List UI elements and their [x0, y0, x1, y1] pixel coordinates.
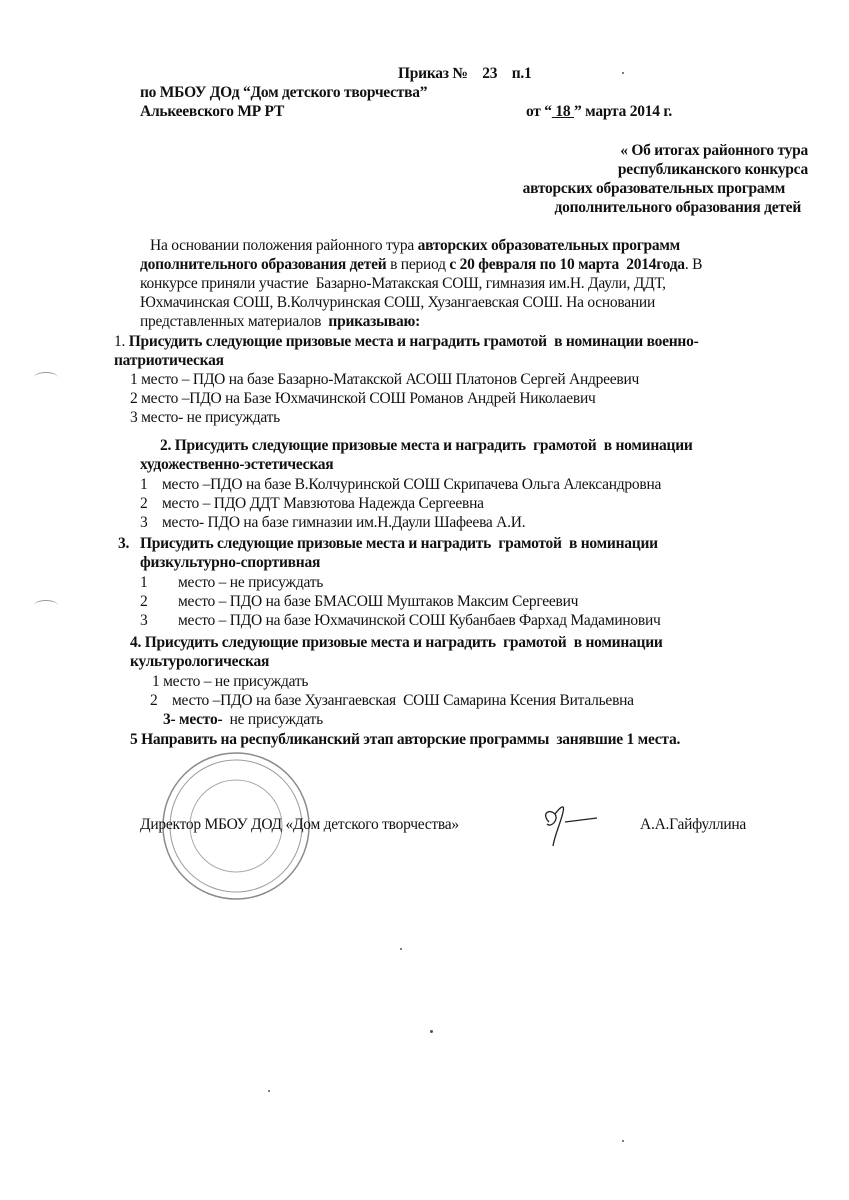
award-item: 2 место – ПДО ДДТ Мавзютова Надежда Сергеевна: [140, 495, 484, 512]
order-date: от “ 18 ” марта 2014 г.: [526, 103, 673, 120]
scan-speck: [430, 1030, 433, 1033]
award-item: 1 место – ПДО на базе Базарно-Матакской АСОШ Платонов Сергей Андреевич: [130, 371, 640, 388]
subject-line: « Об итогах районного тура: [620, 142, 808, 159]
award-item: место – ПДО на базе Юхмачинской СОШ Кубанбаев Фархад Мадаминович: [178, 612, 661, 629]
award-item: 1 место –ПДО на базе В.Колчуринской СОШ Скрипачева Ольга Александровна: [140, 476, 662, 493]
section-2-title: 2. Присудить следующие призовые места и наградить грамотой в номинации: [160, 437, 693, 454]
section-3-nomination: физкультурно-спортивная: [140, 554, 321, 571]
preamble-line: дополнительного образования детей в период с 20 февраля по 10 марта 2014года. В: [140, 256, 703, 273]
preamble-line: Юхмачинская СОШ, В.Колчуринская СОШ, Хузангаевская СОШ. На основании: [140, 294, 656, 311]
subject-line: авторских образовательных программ: [522, 180, 785, 197]
section-3-number: 3.: [118, 535, 130, 552]
subject-line: дополнительного образования детей: [554, 199, 801, 216]
award-item: 3- место- не присуждать: [163, 711, 323, 728]
award-item: 2 место –ПДО на Базе Юхмачинской СОШ Романов Андрей Николаевич: [130, 390, 596, 407]
subject-line: республиканского конкурса: [617, 161, 808, 178]
handwritten-signature: [535, 800, 605, 850]
preamble-line: конкурсе приняли участие Базарно-Матакская СОШ, гимназия им.Н. Даули, ДДТ,: [140, 275, 666, 292]
section-1-title: 1. Присудить следующие призовые места и наградить грамотой в номинации военно-: [114, 333, 699, 350]
scan-speck: [622, 1140, 624, 1142]
scan-speck: [268, 1090, 270, 1092]
award-item: 3 место- ПДО на базе гимназии им.Н.Даули Шафеева А.И.: [140, 514, 526, 531]
signature-position: Директор МБОУ ДОД «Дом детского творчества»: [140, 816, 459, 833]
preamble-line: На основании положения районного тура авторских образовательных программ: [150, 237, 680, 254]
signatory-name: А.А.Гайфуллина: [640, 816, 747, 833]
scan-speck: [400, 948, 402, 950]
section-1-nomination: патриотическая: [114, 352, 224, 369]
section-4-nomination: культурологическая: [130, 653, 270, 670]
award-number: 1: [140, 574, 148, 591]
award-item: 3 место- не присуждать: [130, 409, 280, 426]
section-5: 5 Направить на республиканский этап авторские программы занявшие 1 места.: [130, 731, 681, 748]
award-item: 1 место – не присуждать: [152, 673, 309, 690]
award-item: место – ПДО на базе БМАСОШ Муштаков Максим Сергеевич: [178, 593, 579, 610]
organization-line-2: Алькеевского МР РТ: [140, 103, 285, 120]
scan-edge-mark: [34, 600, 58, 611]
award-number: 2: [140, 593, 148, 610]
order-title: Приказ № 23 п.1: [398, 65, 532, 82]
section-3-title: Присудить следующие призовые места и наградить грамотой в номинации: [140, 535, 658, 552]
preamble-line: представленных материалов приказываю:: [140, 313, 421, 330]
scan-speck: [622, 72, 624, 74]
organization-line-1: по МБОУ ДОд “Дом детского творчества”: [140, 84, 428, 101]
award-item: место – не присуждать: [178, 574, 324, 591]
award-item: 2 место –ПДО на базе Хузангаевская СОШ Самарина Ксения Витальевна: [150, 692, 634, 709]
award-number: 3: [140, 612, 148, 629]
section-4-title: 4. Присудить следующие призовые места и наградить грамотой в номинации: [130, 634, 663, 651]
section-2-nomination: художественно-эстетическая: [140, 456, 334, 473]
scan-edge-mark: [34, 372, 58, 383]
